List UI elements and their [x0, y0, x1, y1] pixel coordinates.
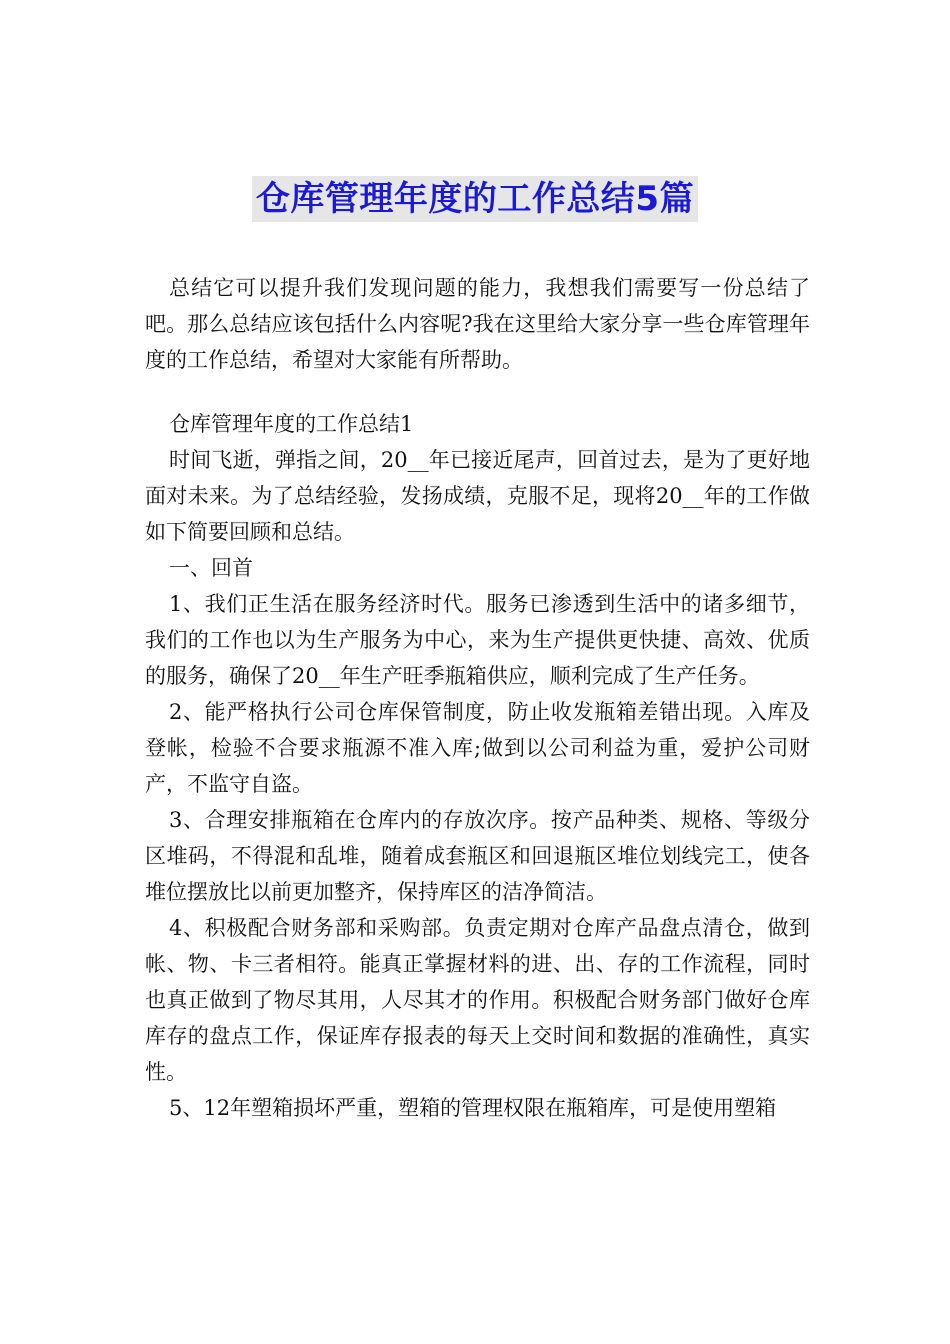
body-paragraph: 1、我们正生活在服务经济时代。服务已渗透到生活中的诸多细节，我们的工作也以为生产服务为中心，来为生产提供更快捷、高效、优质的服务，确保了20__年生产旺季瓶箱供应，顺利完成了生产任务。: [145, 592, 810, 688]
document-title: 仓库管理年度的工作总结5篇: [252, 176, 698, 222]
body-paragraph: 2、能严格执行公司仓库保管制度，防止收发瓶箱差错出现。入库及登帐，检验不合要求瓶源不准入库;做到以公司利益为重，爱护公司财产，不监守自盗。: [145, 700, 810, 796]
body-paragraph: 4、积极配合财务部和采购部。负责定期对仓库产品盘点清仓，做到帐、物、卡三者相符。能真正掌握材料的进、出、存的工作流程，同时也真正做到了物尽其用，人尽其才的作用。积极配合财务部门做好仓库库存的盘点工作，保证库存报表的每天上交时间和数据的准确性，真实性。: [145, 916, 810, 1084]
body-paragraph: 一、回首: [169, 556, 253, 580]
body-paragraph: 时间飞逝，弹指之间，20__年已接近尾声，回首过去，是为了更好地面对未来。为了总结经验，发扬成绩，克服不足，现将20__年的工作做如下简要回顾和总结。: [145, 448, 810, 544]
title-wrapper: [0, 176, 950, 222]
body-paragraph: 5、12年塑箱损坏严重，塑箱的管理权限在瓶箱库，可是使用塑箱: [169, 1096, 777, 1120]
body-paragraph: 3、合理安排瓶箱在仓库内的存放次序。按产品种类、规格、等级分区堆码，不得混和乱堆，随着成套瓶区和回退瓶区堆位划线完工，使各堆位摆放比以前更加整齐，保持库区的洁净简洁。: [145, 808, 810, 904]
paragraph-gap: [145, 378, 810, 406]
document-body: [145, 270, 810, 1126]
section-heading: 仓库管理年度的工作总结1: [169, 412, 414, 436]
intro-paragraph: 总结它可以提升我们发现问题的能力，我想我们需要写一份总结了吧。那么总结应该包括什么内容呢?我在这里给大家分享一些仓库管理年度的工作总结，希望对大家能有所帮助。: [145, 276, 810, 372]
